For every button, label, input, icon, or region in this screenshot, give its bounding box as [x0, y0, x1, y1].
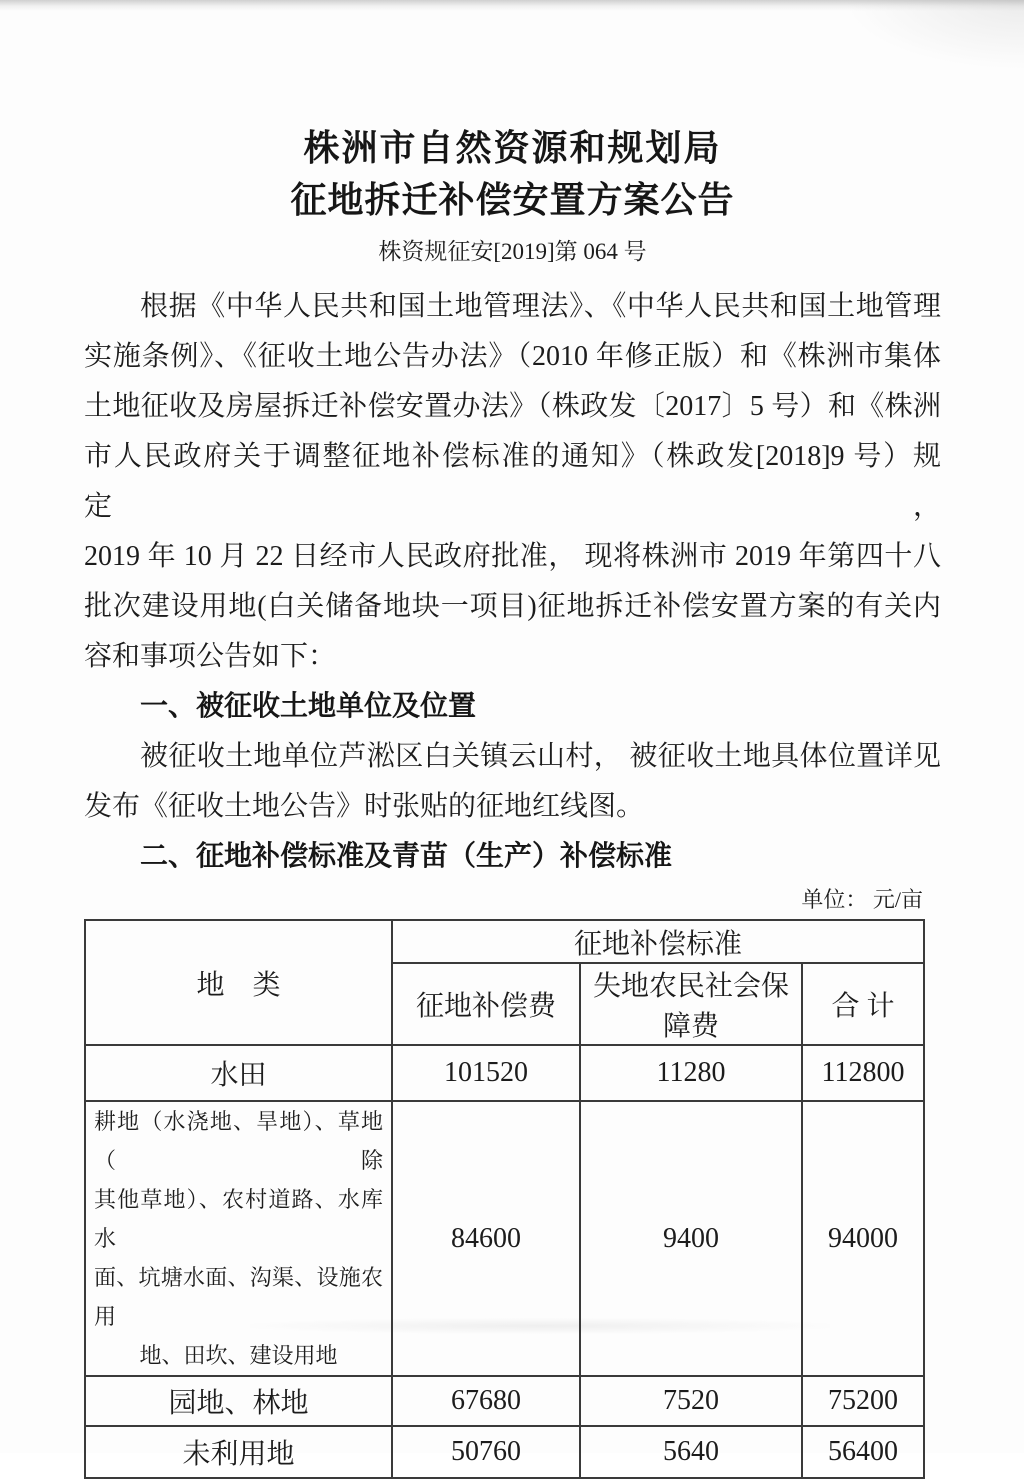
cell-total: 112800 [802, 1045, 924, 1101]
paragraph-location [84, 732, 941, 832]
cell-land-type: 水田 [85, 1045, 392, 1101]
cell-social-security-fee: 7520 [580, 1376, 802, 1426]
paragraph-basis-line: 市人民政府关于调整征地补偿标准的通知》（株政发[2018]9 号）规定， [84, 441, 941, 522]
compensation-standard-table [84, 919, 925, 1479]
paragraph-basis-line: 2019 年 10 月 22 日经市人民政府批准， 现将株洲市 2019 年第四十八 [84, 541, 941, 572]
table-row-paddy-field [85, 1045, 924, 1101]
cell-land-type-line: 面、坑塘水面、沟渠、设施农用 [94, 1265, 383, 1329]
paragraph-basis [84, 282, 941, 682]
paragraph-basis-line: 根据《中华人民共和国土地管理法》、《中华人民共和国土地管理 [140, 291, 941, 322]
cell-compensation-fee: 84600 [392, 1101, 580, 1376]
table-unit-note: 单位： 元/亩 [801, 887, 923, 912]
cell-social-security-fee: 5640 [580, 1426, 802, 1478]
cell-land-type-line: 耕地（水浇地、旱地）、草地（除 [94, 1109, 383, 1173]
document-title-line2: 征地拆迁补偿安置方案公告 [290, 180, 735, 220]
table-row-unused-land [85, 1426, 924, 1478]
cell-total: 56400 [802, 1426, 924, 1478]
cell-total: 75200 [802, 1376, 924, 1426]
cell-compensation-fee: 101520 [392, 1045, 580, 1101]
cell-land-type [85, 1101, 392, 1376]
cell-land-type: 未利用地 [85, 1426, 392, 1478]
paragraph-basis-line: 土地征收及房屋拆迁补偿安置办法》（株政发〔2017〕5 号）和《株洲 [84, 391, 941, 422]
cell-land-type-line: 其他草地）、农村道路、水库水 [94, 1187, 383, 1251]
table-header-row-1 [85, 920, 924, 963]
header-land-type: 地 类 [85, 920, 392, 1045]
header-compensation-fee: 征地补偿费 [392, 963, 580, 1045]
header-standard-group: 征地补偿标准 [392, 920, 924, 963]
cell-social-security-fee: 11280 [580, 1045, 802, 1101]
cell-total: 94000 [802, 1101, 924, 1376]
section1-heading: 一、被征收土地单位及位置 [140, 691, 477, 722]
table-row-cultivated-land [85, 1101, 924, 1376]
paragraph-basis-line: 容和事项公告如下： [84, 641, 337, 672]
paragraph-location-line: 被征收土地单位芦淞区白关镇云山村， 被征收土地具体位置详见 [140, 741, 941, 772]
table-row-garden-forest-land [85, 1376, 924, 1426]
cell-land-type-line: 地、田坎、建设用地 [139, 1343, 338, 1368]
document-number: 株资规征安[2019]第 064 号 [378, 239, 647, 264]
section2-heading: 二、征地补偿标准及青苗（生产）补偿标准 [140, 841, 673, 872]
cell-land-type: 园地、林地 [85, 1376, 392, 1426]
document-content [84, 0, 941, 1479]
cell-compensation-fee: 50760 [392, 1426, 580, 1478]
cell-social-security-fee: 9400 [580, 1101, 802, 1376]
paragraph-location-line: 发布《征收土地公告》时张贴的征地红线图。 [84, 791, 645, 822]
document-title-line1: 株洲市自然资源和规划局 [303, 128, 722, 168]
cell-compensation-fee: 67680 [392, 1376, 580, 1426]
header-total: 合 计 [802, 963, 924, 1045]
paragraph-basis-line: 实施条例》、《征收土地公告办法》（2010 年修正版）和《株洲市集体 [84, 341, 941, 372]
paragraph-basis-line: 批次建设用地(白关储备地块一项目)征地拆迁补偿安置方案的有关内 [84, 591, 941, 622]
header-social-security-fee: 失地农民社会保障费 [580, 963, 802, 1045]
